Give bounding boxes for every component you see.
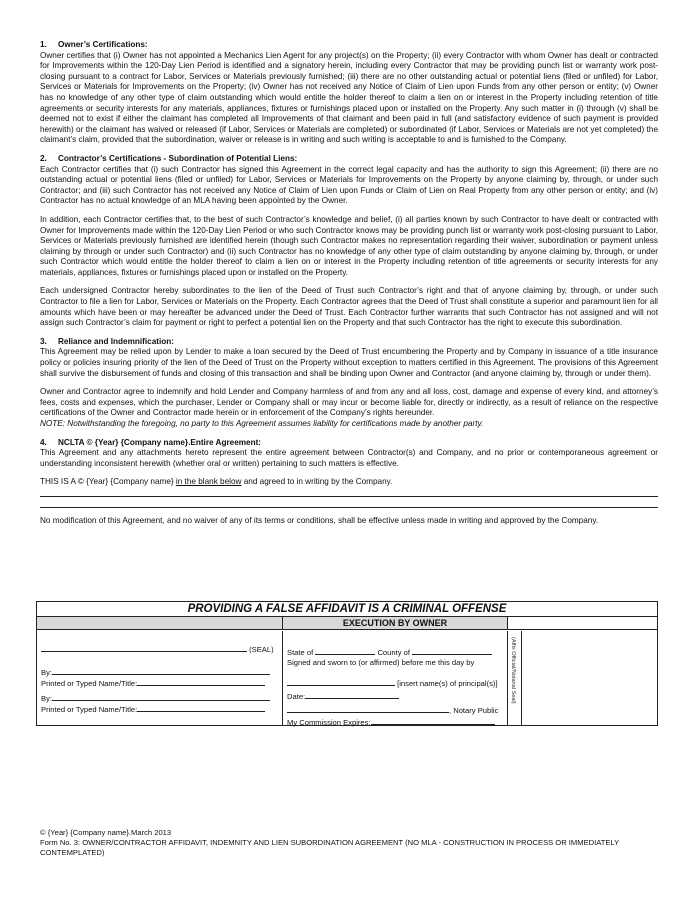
execution-box — [36, 601, 658, 726]
date-line[interactable] — [287, 691, 399, 701]
section-1-body: Owner certifies that (i) Owner has not appointed a Mechanics Lien Agent for any project(s) on the Property; (ii) every Contractor with whom Owner has dealt or contracted for Improvements within the 120-Day Lien Period is identified and a signatory herein, including every Contractor that may be providing punch list or warranty work post-closing pursuant to a contract for Labor, Services or Materials previously furnished; (iii) there are no other outstanding actual or potential liens (filed or unfiled) for Labor, Services or Materials for Improvements on the Property; (iv) Owner has not received any Notice of Claim of Lien upon Funds from any other person or entity; (v) Owner has no knowledge of any other type of claim outstanding which would entitle the holder thereof to claim a lien on or interest in the Property including retention of title agreements or security interests for any materials, appliances, fixtures or furnishings placed upon or installed on the Property. Any such matter in (i) through (v) shall be deemed not to exist if either the claimant has completed all Improvements of that claimant and been paid in full (and satisfactory evidence of such payment is provided herewith) or the claimant has waived or released (if Labor, Services or Materials are completed) or subordinated (if Labor, Services or Materials are not yet completed) the claimant’s claim, provided that the subordination, waiver or release is in writing and such writing is acceptable to and is furnished to the Company. — [40, 50, 658, 145]
notary-label: , Notary Public — [449, 706, 499, 715]
county-blank[interactable] — [412, 647, 492, 655]
execution-by-owner-label: EXECUTION BY OWNER — [283, 617, 508, 629]
statement-text-a: THIS IS A © {Year} {Company name} — [40, 477, 176, 487]
notary-line[interactable] — [287, 705, 498, 715]
printed-name-line-2[interactable] — [41, 704, 265, 714]
footer-copyright: © {Year} {Company name}.March 2013 — [40, 828, 172, 837]
section-3-paragraph-2: Owner and Contractor agree to indemnify and hold Lender and Company harmless of and from any and all loss, cost, damage and expense of every kind, and attorney’s fees, costs and expenses, which the purchaser, Lender or Company shall or may incur or become liable for, directly or indirectly, as a result of reliance on the respective certifications of the Owner and Contractor made herein or in enforcement of the Company’s rights hereunder. — [40, 387, 658, 418]
seal-area — [522, 631, 657, 725]
section-2-paragraph-2: In addition, each Contractor certifies that, to the best of such Contractor’s knowledge and belief, (i) all parties known by such Contractor to have dealt or contracted with Owner for Improvements made within the 120-Day Lien Period or who such Contractor knows may be providing punch list or warranty work post-closing pursuant to Labor, Services or Materials previously furnished are identified herein (though such Contractor makes no representation regarding their waiver, subordination or payment unless claiming by through or under such Contractor) and (ii) such Contractor has no knowledge of any other type of claim outstanding by anyone claiming by, through, or under such Contractor which would entitle the holder thereof to claim a lien on or interest in the Property including retention of title agreements or security interests for any materials, appliances, fixtures or furnishings placed upon or installed on the Property. — [40, 214, 658, 277]
criminal-offense-heading: PROVIDING A FALSE AFFIDAVIT IS A CRIMINAL OFFENSE — [37, 602, 657, 617]
principal-name-blank[interactable] — [287, 678, 395, 686]
signature-blank[interactable] — [41, 644, 247, 652]
by-blank[interactable] — [52, 667, 270, 675]
owner-signature-line[interactable] — [41, 644, 274, 654]
statement-text-c: and agreed to in writing by the Company. — [241, 477, 393, 487]
owner-signature-column — [37, 631, 283, 725]
county-label: County of — [377, 648, 410, 657]
commission-blank[interactable] — [371, 717, 495, 725]
insert-name-label: [insert name(s) of principal(s)] — [397, 679, 498, 688]
seal-column — [508, 631, 522, 725]
state-county-line[interactable] — [287, 647, 492, 657]
commission-line[interactable] — [287, 717, 495, 727]
principal-name-line[interactable] — [287, 678, 498, 688]
section-number: 1. — [40, 40, 47, 49]
section-4-body: This Agreement and any attachments hereto represent the entire agreement between Contractor(s) and Company, and no prior or contemporaneous agreement or understanding inconsistent herewith (whether oral or written) pertaining to such matters is effective. — [40, 448, 658, 468]
blank-line-1[interactable] — [40, 496, 658, 497]
section-title: Reliance and Indemnification: — [58, 336, 175, 346]
section-title: Contractor’s Certifications - Subordination of Potential Liens: — [58, 153, 298, 163]
by-label: By: — [41, 694, 52, 703]
modification-clause: No modification of this Agreement, and no waiver of any of its terms or conditions, shall be effective unless made in writing and approved by the Company. — [40, 515, 599, 525]
date-label: Date: — [287, 692, 306, 701]
section-2-paragraph-1: Each Contractor certifies that (i) such Contractor has signed this Agreement in the correct legal capacity and has the authority to sign this Agreement; (ii) there are no outstanding actual or potential liens (filed or unfiled) for Labor, Services or Materials for Improvements on the Property by anyone claiming by, through, or under such Contractor; and (iii) such Contractor has not received any Notice of Claim of Lien upon Funds or Claim of Lien on Real Property from any other person or entity; and (iv) Contractor has no actual knowledge of an MLA having been appointed by the Owner. — [40, 164, 658, 206]
printed-name-label: Printed or Typed Name/Title: — [41, 679, 138, 688]
section-number: 3. — [40, 336, 47, 346]
by-label: By: — [41, 668, 52, 677]
section-3-paragraph-1: This Agreement may be relied upon by Lender to make a loan secured by the Deed of Trust encumbering the Property and by Company in issuance of a title insurance policy or policies insuring priority of the lien of the Deed of Trust on the Property without exception to matters certified in this Agreement. The provisions of this Agreement shall survive the disbursement of funds and closing of this transaction and shall be binding upon Owner and Contractor (and anyone claiming by, through or under them). — [40, 347, 658, 378]
sworn-statement: Signed and sworn to (or affirmed) before me this day by — [287, 658, 475, 667]
printed-name-blank[interactable] — [137, 678, 265, 686]
execution-row — [37, 617, 657, 630]
printed-name-line-1[interactable] — [41, 678, 265, 688]
section-title: Owner’s Certifications: — [58, 40, 148, 49]
execution-left-shade — [37, 617, 283, 629]
commission-label: My Commission Expires: — [287, 718, 371, 727]
document-body — [40, 40, 658, 527]
state-label: State of — [287, 648, 314, 657]
notary-blank[interactable] — [287, 705, 449, 713]
footer — [40, 828, 660, 858]
section-2-paragraph-3: Each undersigned Contractor hereby subordinates to the lien of the Deed of Trust such Contractor’s right and that of anyone claiming by, through, or under such Contractor to file a lien for Labor, Services or Materials on the Property. Each Contractor agrees that the Deed of Trust shall constitute a superior and paramount lien for all amounts which have been or may hereafter be advanced under the Deed of Trust. Each Contractor further warrants that such Contractor has not assigned and will not assign such Contractor’s claim for payment or right to perfect a potential lien on the Property and that such Contractor has the right to execute this subordination. — [40, 286, 658, 328]
section-number: 4. — [40, 437, 47, 447]
section-title: NCLTA © {Year} {Company name}.Entire Agreement: — [58, 437, 262, 447]
section-number: 2. — [40, 153, 47, 163]
section-3-note: NOTE: Notwithstanding the foregoing, no party to this Agreement assumes liability for certifications made by another party. — [40, 419, 484, 428]
notary-column — [283, 631, 508, 725]
execution-body — [37, 631, 657, 725]
statement-text-underlined: in the blank below — [175, 477, 242, 487]
date-blank[interactable] — [305, 691, 399, 699]
by-line-1[interactable] — [41, 667, 270, 677]
section-2-heading — [40, 154, 658, 165]
section-4-heading — [40, 438, 658, 449]
footer-form-title: Form No. 3: OWNER/CONTRACTOR AFFIDAVIT, INDEMNITY AND LIEN SUBORDINATION AGREEMENT (NO MLA - CONSTRUCTION IN PROCESS OR IMMEDIATELY — [40, 838, 620, 847]
printed-name-blank[interactable] — [137, 704, 265, 712]
official-seal-label: (Affix Official/Notarial Seal) — [510, 637, 516, 704]
by-blank[interactable] — [52, 693, 270, 701]
section-3-heading — [40, 337, 658, 348]
state-blank[interactable] — [315, 647, 375, 655]
seal-label: (SEAL) — [249, 645, 274, 654]
by-line-2[interactable] — [41, 693, 270, 703]
section-1-heading — [40, 40, 658, 51]
footer-form-title-cont: CONTEMPLATED) — [40, 848, 105, 857]
printed-name-label: Printed or Typed Name/Title: — [41, 705, 138, 714]
execution-right-cell — [508, 617, 657, 629]
section-4-statement — [40, 477, 658, 488]
